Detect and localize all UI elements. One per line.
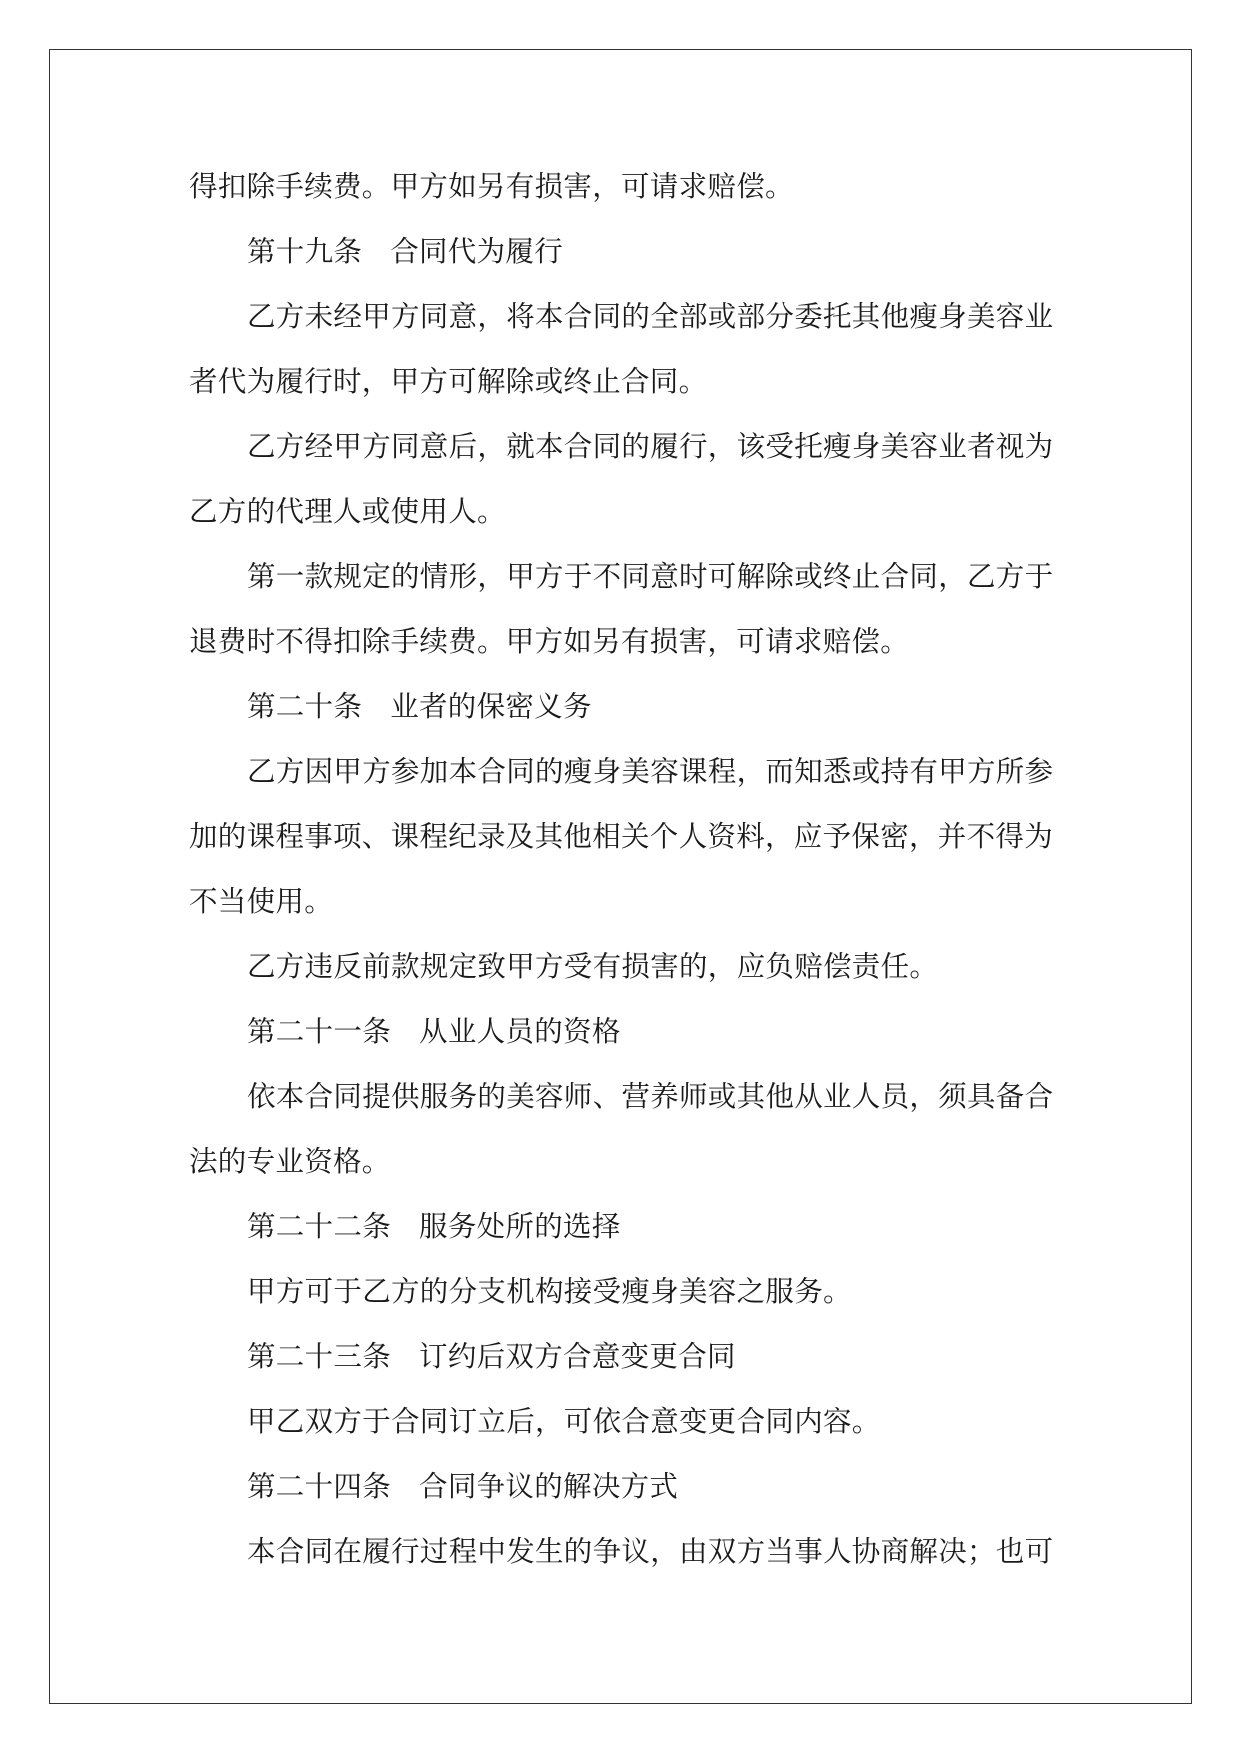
paragraph-line: 法的专业资格。 xyxy=(189,1145,391,1178)
paragraph-line: 加的课程事项、课程纪录及其他相关个人资料，应予保密，并不得为 xyxy=(189,820,1054,853)
article-title: 业者的保密义务 xyxy=(390,690,592,723)
article-heading xyxy=(189,674,1059,739)
paragraph-line: 得扣除手续费。甲方如另有损害，可请求赔偿。 xyxy=(189,170,794,203)
article-title: 合同代为履行 xyxy=(390,235,564,268)
paragraph-line: 乙方因甲方参加本合同的瘦身美容课程，而知悉或持有甲方所参 xyxy=(247,755,1054,788)
article-number: 第十九条 xyxy=(247,235,363,268)
article-heading xyxy=(189,1194,1059,1259)
paragraph-line: 者代为履行时，甲方可解除或终止合同。 xyxy=(189,365,708,398)
document-body xyxy=(189,154,1059,1584)
article-heading xyxy=(189,219,1059,284)
article-number: 第二十条 xyxy=(247,690,363,723)
paragraph-line: 第一款规定的情形，甲方于不同意时可解除或终止合同，乙方于 xyxy=(247,560,1054,593)
paragraph-line: 不当使用。 xyxy=(189,885,334,918)
article-number: 第二十四条 xyxy=(247,1470,392,1503)
article-title: 订约后双方合意变更合同 xyxy=(419,1340,736,1373)
paragraph-line: 乙方的代理人或使用人。 xyxy=(189,495,506,528)
paragraph-line: 乙方违反前款规定致甲方受有损害的，应负赔偿责任。 xyxy=(247,950,939,983)
article-heading xyxy=(189,1324,1059,1389)
paragraph-line: 乙方未经甲方同意，将本合同的全部或部分委托其他瘦身美容业 xyxy=(247,300,1054,333)
paragraph-line: 退费时不得扣除手续费。甲方如另有损害，可请求赔偿。 xyxy=(189,625,910,658)
article-title: 从业人员的资格 xyxy=(419,1015,621,1048)
paragraph-line: 乙方经甲方同意后，就本合同的履行，该受托瘦身美容业者视为 xyxy=(247,430,1054,463)
article-heading xyxy=(189,1454,1059,1519)
article-number: 第二十三条 xyxy=(247,1340,392,1373)
article-title: 服务处所的选择 xyxy=(419,1210,621,1243)
paragraph-line: 本合同在履行过程中发生的争议，由双方当事人协商解决；也可 xyxy=(247,1535,1054,1568)
article-heading xyxy=(189,999,1059,1064)
article-number: 第二十一条 xyxy=(247,1015,392,1048)
article-title: 合同争议的解决方式 xyxy=(419,1470,679,1503)
article-number: 第二十二条 xyxy=(247,1210,392,1243)
paragraph-line: 依本合同提供服务的美容师、营养师或其他从业人员，须具备合 xyxy=(247,1080,1054,1113)
paragraph-line: 甲乙双方于合同订立后，可依合意变更合同内容。 xyxy=(247,1405,881,1438)
paragraph-line: 甲方可于乙方的分支机构接受瘦身美容之服务。 xyxy=(247,1275,852,1308)
